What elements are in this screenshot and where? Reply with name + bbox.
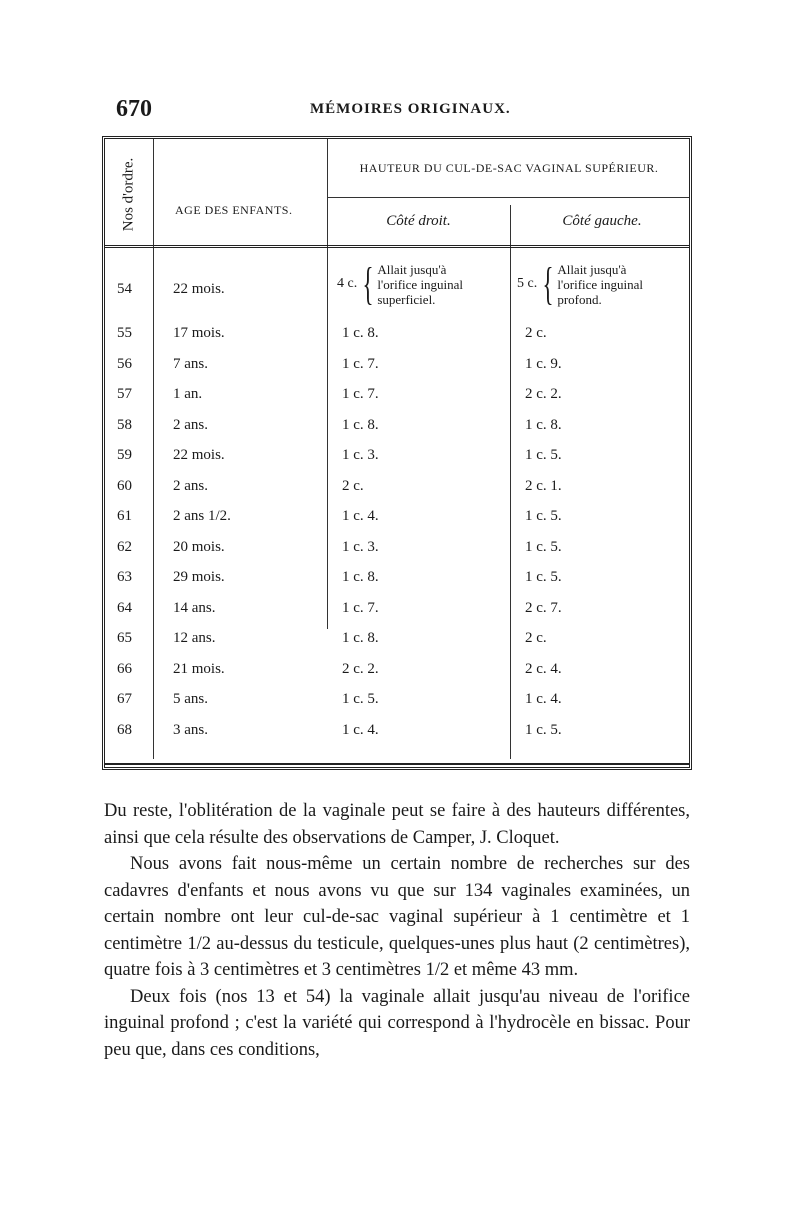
table-row — [105, 533, 689, 563]
cell-age: 12 ans. — [173, 630, 216, 646]
cell-age: 21 mois. — [173, 660, 225, 677]
cell-gauche — [517, 258, 644, 309]
cell-droit: 1 c. 8. — [342, 630, 379, 646]
cell-droit: 1 c. 5. — [342, 691, 379, 707]
cell-gauche: 2 c. 1. — [525, 477, 562, 494]
cell-age: 2 ans. — [173, 477, 208, 494]
table-row — [105, 259, 689, 317]
header-divider — [327, 197, 689, 198]
table-row — [105, 502, 689, 532]
cell-droit: 1 c. 3. — [342, 447, 379, 463]
table-row — [105, 563, 689, 593]
table-row — [105, 411, 689, 441]
cell-age: 5 ans. — [173, 691, 208, 707]
cell-gauche: 1 c. 5. — [525, 508, 562, 524]
cell-number: 62 — [117, 538, 132, 555]
cell-number: 61 — [117, 508, 132, 524]
cell-number: 65 — [117, 630, 132, 646]
cell-droit: 1 c. 7. — [342, 599, 379, 616]
table-row — [105, 716, 689, 746]
cell-age: 2 ans 1/2. — [173, 508, 231, 524]
cell-droit: 1 c. 4. — [342, 508, 379, 524]
cell-number: 63 — [117, 569, 132, 585]
cell-droit-line: l'orifice inguinal — [377, 276, 464, 292]
cell-gauche: 2 c. 4. — [525, 660, 562, 677]
cell-number: 67 — [117, 691, 132, 707]
table-row — [105, 441, 689, 471]
cell-age: 2 ans. — [173, 416, 208, 433]
data-table — [102, 136, 692, 770]
cell-number: 54 — [117, 281, 132, 297]
cell-gauche: 1 c. 4. — [525, 691, 562, 707]
cell-age: 22 mois. — [173, 447, 225, 463]
column-header-age: AGE DES ENFANTS. — [175, 203, 293, 217]
paragraph: Deux fois (nos 13 et 54) la vaginale allait jusqu'au niveau de l'orifice inguinal profond ; c'est la variété qui correspond à l'hydrocèle en bissac. Pour peu que, dans ces conditions, — [104, 986, 690, 1060]
brace-icon: { — [542, 258, 554, 309]
cell-number: 56 — [117, 355, 132, 372]
cell-gauche-line: profond. — [557, 291, 602, 307]
cell-droit: 2 c. — [342, 477, 364, 494]
cell-number: 64 — [117, 599, 132, 616]
cell-droit: 1 c. 4. — [342, 721, 379, 738]
cell-gauche: 1 c. 5. — [525, 569, 562, 585]
cell-age: 22 mois. — [173, 281, 225, 297]
cell-number: 58 — [117, 416, 132, 433]
column-header-hauteur: HAUTEUR DU CUL-DE-SAC VAGINAL SUPÉRIEUR. — [359, 161, 659, 175]
table-row — [105, 655, 689, 685]
cell-droit-line: Allait jusqu'à — [377, 261, 447, 277]
cell-droit: 1 c. 7. — [342, 386, 379, 402]
cell-number: 57 — [117, 386, 132, 402]
cell-gauche: 1 c. 5. — [525, 538, 562, 555]
cell-gauche: 2 c. — [525, 630, 547, 646]
cell-gauche: 2 c. 2. — [525, 386, 562, 402]
cell-age: 14 ans. — [173, 599, 216, 616]
paragraph: Nous avons fait nous-même un certain nombre de recherches sur des cadavres d'enfants et nous avons vu que sur 134 vaginales examinées, un certain nombre ont leur cul-de-sac vaginal supérieur à 1 centimètre et 1 centimètre 1/2 au-dessus du testicule, quelques-unes plus haut (2 centimètres), quatre fois à 3 centimètres et 3 centimètres 1/2 et même 43 mm. — [104, 854, 690, 980]
cell-age: 29 mois. — [173, 569, 225, 585]
cell-droit: 1 c. 7. — [342, 355, 379, 372]
table-row — [105, 624, 689, 654]
table-row — [105, 380, 689, 410]
cell-droit: 1 c. 8. — [342, 569, 379, 585]
cell-gauche-prefix: 5 c. — [517, 276, 538, 291]
cell-gauche-line: l'orifice inguinal — [557, 276, 644, 292]
footer-rule — [105, 763, 689, 765]
brace-icon: { — [362, 258, 374, 309]
cell-droit: 2 c. 2. — [342, 660, 379, 677]
cell-gauche: 2 c. — [525, 325, 547, 341]
table-row — [105, 319, 689, 349]
cell-number: 66 — [117, 660, 132, 677]
cell-number: 59 — [117, 447, 132, 463]
cell-gauche: 1 c. 8. — [525, 416, 562, 433]
cell-number: 55 — [117, 325, 132, 341]
cell-age: 1 an. — [173, 386, 203, 402]
cell-age: 17 mois. — [173, 325, 225, 341]
cell-age: 7 ans. — [173, 355, 208, 372]
column-header-gauche: Côté gauche. — [562, 213, 642, 229]
cell-number: 60 — [117, 477, 132, 494]
cell-droit-line: superficiel. — [377, 291, 436, 307]
cell-droit: 1 c. 3. — [342, 538, 379, 555]
paragraph: Du reste, l'oblitération de la vaginale peut se faire à des hauteurs différentes, ainsi que cela résulte des observations de Camper, J. Cloquet. — [104, 801, 690, 848]
page-number: 670 — [116, 96, 152, 122]
cell-number: 68 — [117, 721, 132, 738]
cell-droit: 1 c. 8. — [342, 325, 379, 341]
header-rule — [105, 245, 689, 248]
running-title: MÉMOIRES ORIGINAUX. — [310, 101, 511, 117]
cell-gauche: 1 c. 5. — [525, 721, 562, 738]
body-text — [104, 798, 690, 1063]
column-header-droit: Côté droit. — [386, 213, 451, 229]
running-header — [100, 96, 700, 126]
column-header-order: Nos d'ordre. — [120, 157, 137, 231]
cell-gauche: 1 c. 5. — [525, 447, 562, 463]
cell-gauche-line: Allait jusqu'à — [557, 261, 627, 277]
cell-gauche: 2 c. 7. — [525, 599, 562, 616]
cell-droit: 1 c. 8. — [342, 416, 379, 433]
cell-age: 3 ans. — [173, 721, 208, 738]
table-row — [105, 472, 689, 502]
table-row — [105, 685, 689, 715]
table-row — [105, 594, 689, 624]
cell-droit — [337, 258, 464, 309]
table-row — [105, 350, 689, 380]
cell-gauche: 1 c. 9. — [525, 355, 562, 372]
cell-droit-prefix: 4 c. — [337, 276, 358, 291]
cell-age: 20 mois. — [173, 538, 225, 555]
